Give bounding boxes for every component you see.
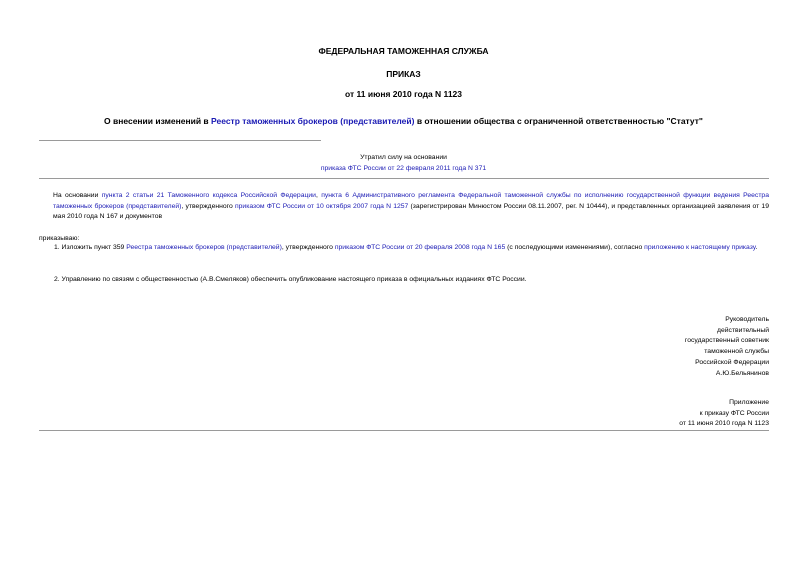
basis-text-1: На основании (53, 192, 102, 199)
doc-title (0, 116, 807, 126)
regulation-link[interactable]: пункта 6 Административного регламента Федеральной таможенной службы по исполнению государственной функции ведения Реестра таможенных брокеров (представителей) (53, 192, 769, 210)
signature-line: действительный (717, 326, 769, 334)
divider-bottom (39, 430, 769, 431)
signature-line: государственный советник (684, 337, 769, 345)
registry-link-2[interactable]: Реестра таможенных брокеров (представителей) (126, 244, 282, 251)
appendix-header (679, 398, 769, 430)
customs-code-link[interactable]: пункта 2 статьи 21 Таможенного кодекса Российской Федерации (101, 192, 316, 199)
signer-name: А.Ю.Бельянинов (715, 369, 769, 377)
lost-force-link[interactable]: приказа ФТС России от 22 февраля 2011 года N 371 (320, 165, 487, 172)
appendix-link[interactable]: приложению к настоящему приказу (644, 244, 756, 251)
doc-title-suffix: в отношении общества с ограниченной ответственностью "Статут" (414, 116, 703, 126)
appendix-line: от 11 июня 2010 года N 1123 (679, 420, 769, 428)
appendix-line: к приказу ФТС России (699, 409, 769, 417)
doc-title-prefix: О внесении изменений в (104, 116, 212, 126)
signature-line: таможенной службы (704, 348, 769, 356)
signature-block (685, 315, 769, 379)
item1-text-2: , утвержденного (281, 244, 335, 251)
basis-text-3: , утвержденного (181, 202, 235, 210)
order-1257-link[interactable]: приказом ФТС России от 10 октября 2007 года N 1257 (234, 202, 409, 210)
item-1-paragraph (39, 243, 769, 254)
appendix-line: Приложение (729, 399, 769, 406)
item1-text-1: 1. Изложить пункт 359 (54, 244, 127, 251)
lost-force-link-line (0, 165, 807, 172)
signature-line: Руководитель (725, 316, 769, 323)
basis-text-4: (зарегистрирован Минюстом России 08.11.2007, рег. N 10444), и представленных организацией заявления от 19 мая 2010 года N 167 и документов (53, 202, 769, 220)
order-word: приказываю: (39, 235, 80, 242)
item1-text-4: . (755, 244, 758, 251)
divider-short (39, 140, 321, 141)
agency-heading: ФЕДЕРАЛЬНАЯ ТАМОЖЕННАЯ СЛУЖБА (318, 46, 489, 56)
registry-link[interactable]: Реестр таможенных брокеров (представителей) (211, 116, 415, 126)
doc-date-number: от 11 июня 2010 года N 1123 (345, 89, 462, 99)
order-165-link[interactable]: приказом ФТС России от 20 февраля 2008 года N 165 (334, 244, 506, 251)
basis-paragraph (53, 191, 769, 223)
signature-line: Российской Федерации (695, 358, 769, 366)
item1-text-3: (с последующими изменениями), согласно (505, 244, 645, 251)
doc-type-heading: ПРИКАЗ (386, 69, 421, 79)
item-2-paragraph: 2. Управлению по связям с общественностью (А.В.Смеляков) обеспечить опубликование настоящего приказа в официальных изданиях ФТС России. (54, 276, 527, 283)
divider-top (39, 178, 769, 179)
lost-force-note: Утратил силу на основании (360, 154, 447, 161)
basis-text-2: , (315, 192, 322, 199)
